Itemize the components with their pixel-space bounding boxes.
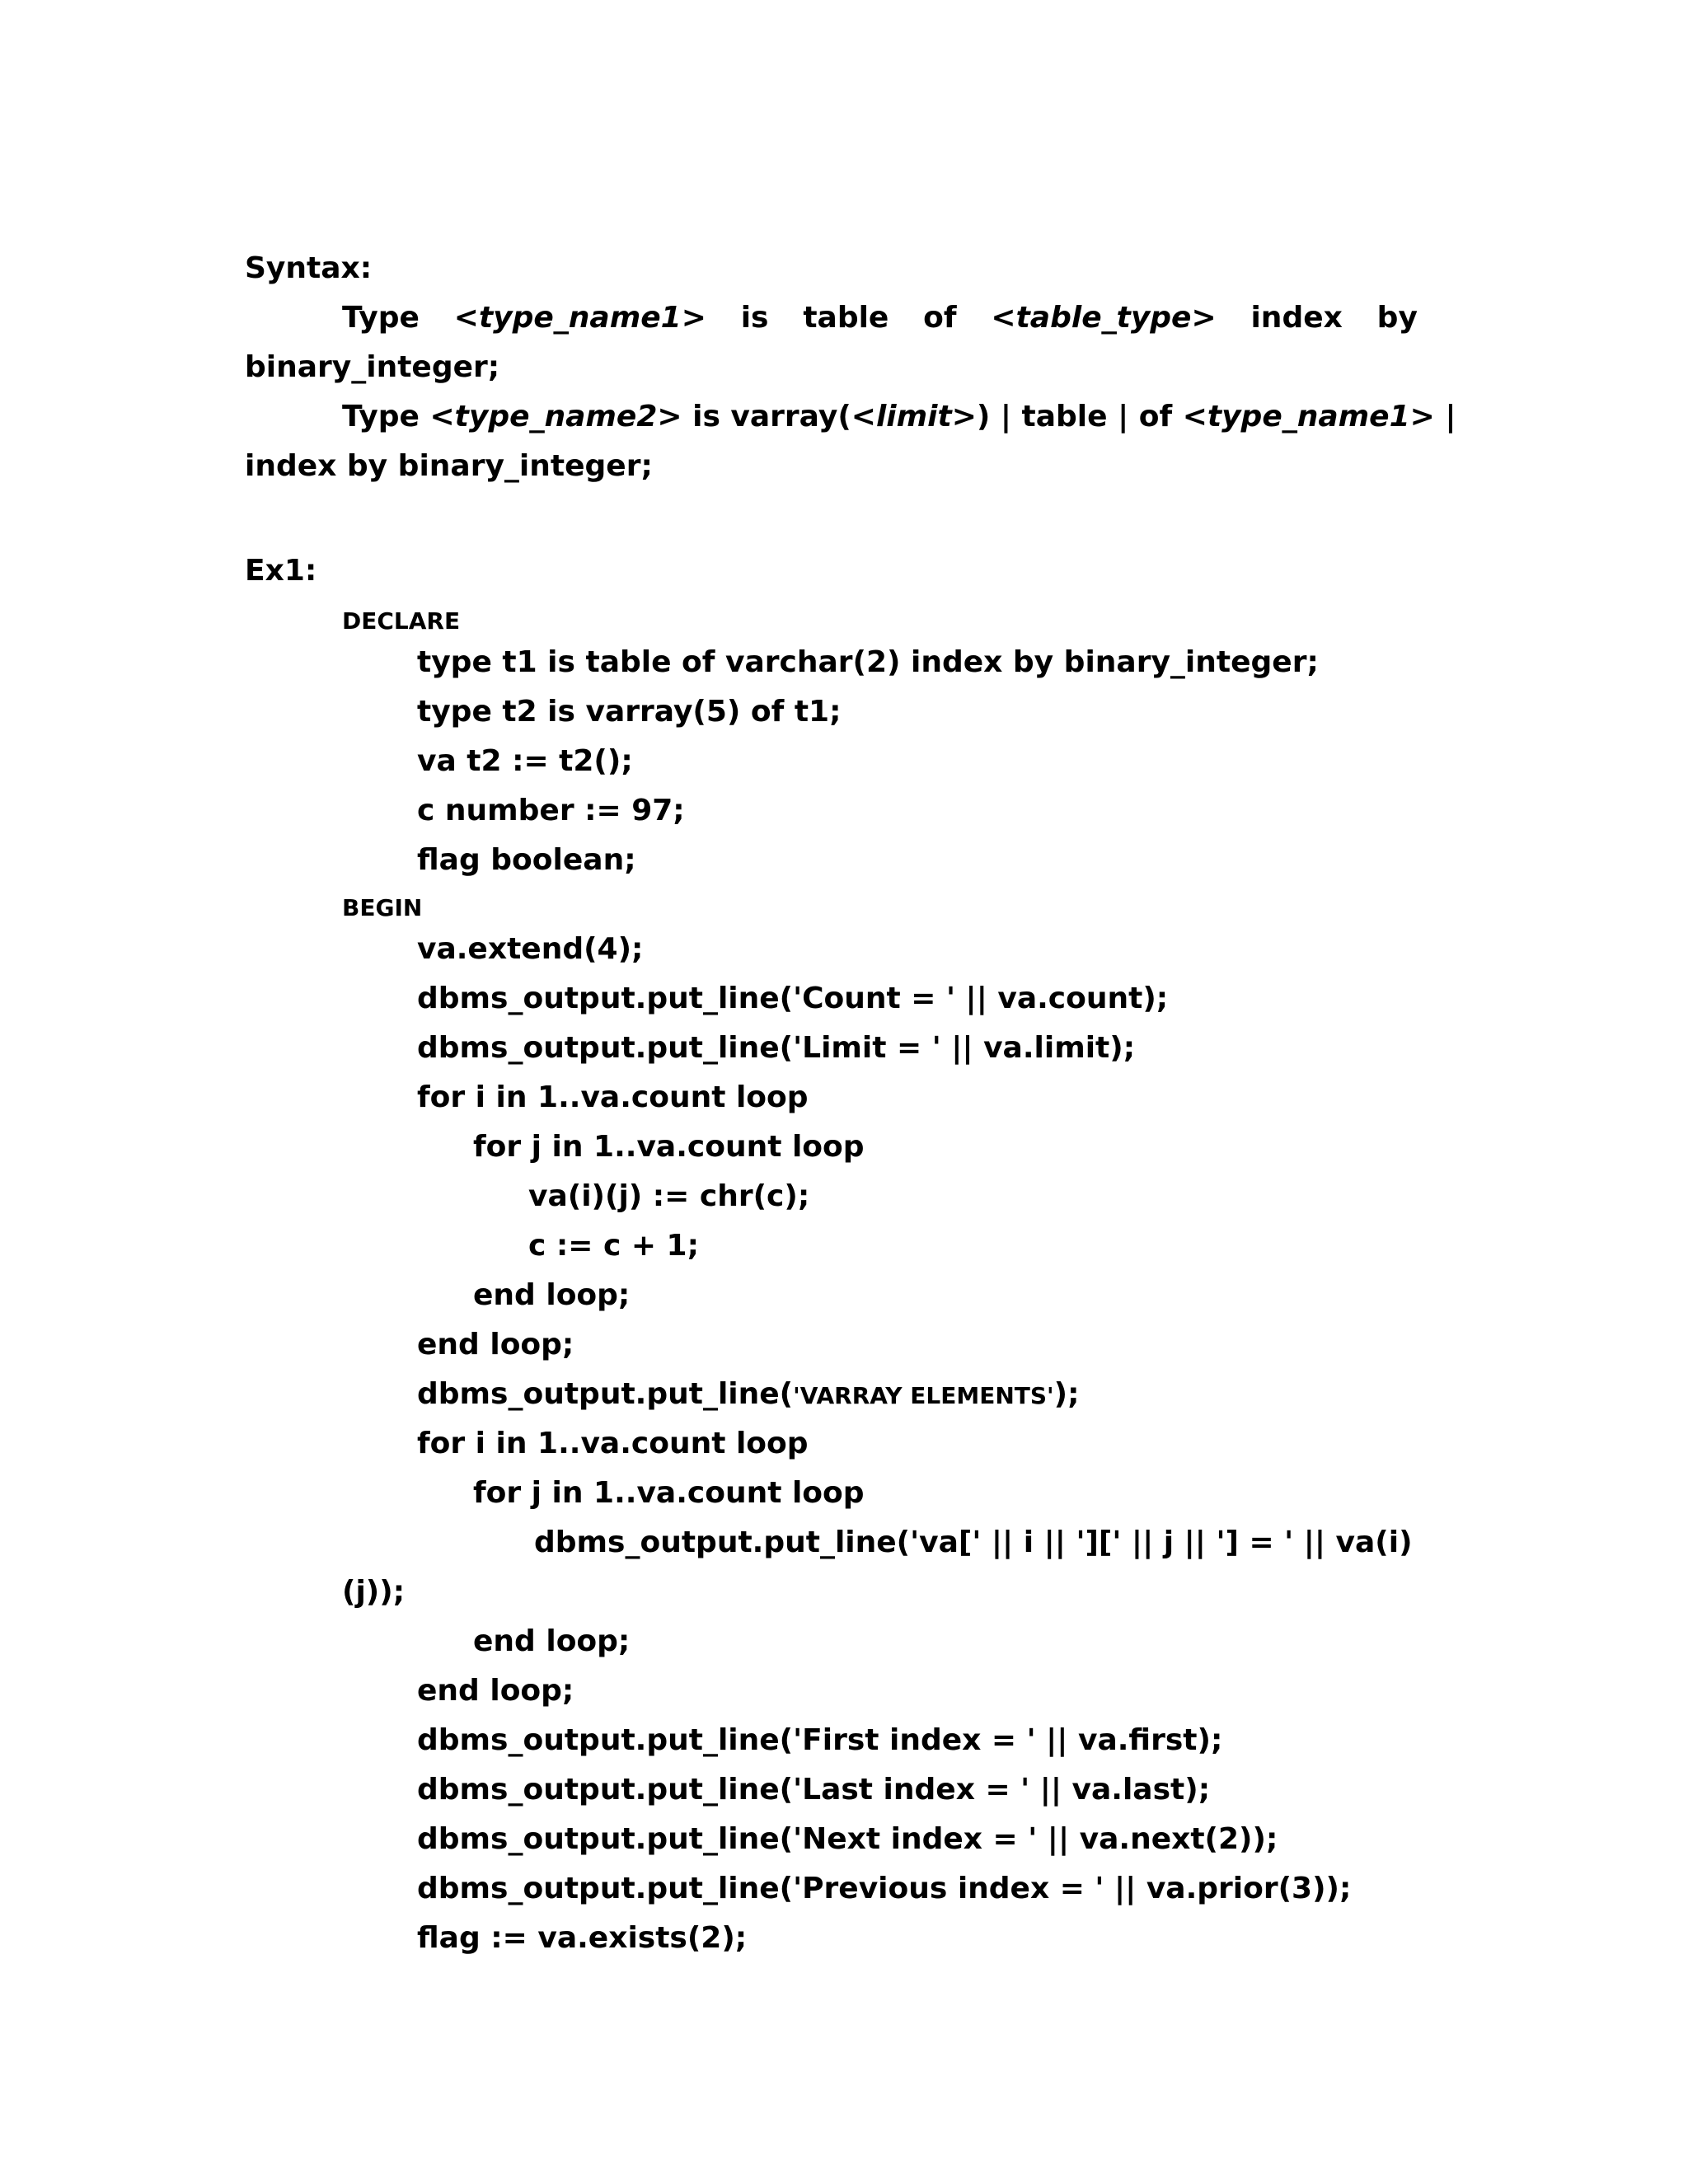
code-line: for i in 1..va.count loop (417, 1427, 809, 1460)
code-line: end loop; (473, 1278, 631, 1312)
code-line-cont: (j)); (342, 1575, 406, 1609)
code-line: dbms_output.put_line('Count = ' || va.count); (417, 982, 1169, 1015)
syntax-line-1-cont: binary_integer; (245, 350, 500, 384)
syntax-heading: Syntax: (245, 251, 373, 285)
word: <table_type> (991, 301, 1217, 335)
code-line: dbms_output.put_line('Previous index = ' || va.prior(3)); (417, 1872, 1352, 1905)
code-line: dbms_output.put_line('va[' || i || '][' || j || '] = ' || va(i) (534, 1526, 1413, 1559)
code-line: for j in 1..va.count loop (473, 1476, 865, 1510)
word: by (1376, 301, 1418, 335)
code-line: type t1 is table of varchar(2) index by binary_integer; (417, 645, 1319, 679)
code-line: for i in 1..va.count loop (417, 1080, 809, 1114)
word: of (923, 301, 957, 335)
code-line: va.extend(4); (417, 932, 644, 966)
code-line: c := c + 1; (528, 1229, 699, 1263)
syntax-line-2 (342, 400, 1456, 434)
begin-keyword: BEGIN (342, 894, 423, 921)
code-line: for j in 1..va.count loop (473, 1130, 865, 1164)
code-line: end loop; (417, 1674, 574, 1708)
code-line: dbms_output.put_line('First index = ' || va.first); (417, 1723, 1223, 1757)
word: index (1250, 301, 1343, 335)
syntax-line-2-cont: index by binary_integer; (245, 449, 653, 483)
code-line: flag boolean; (417, 843, 636, 877)
declare-keyword: DECLARE (342, 607, 461, 635)
word: table (803, 301, 889, 335)
code-line: dbms_output.put_line('Limit = ' || va.limit); (417, 1031, 1136, 1065)
code-line: va t2 := t2(); (417, 744, 633, 778)
code-line: type t2 is varray(5) of t1; (417, 695, 842, 729)
code-line: end loop; (417, 1328, 574, 1361)
code-line: c number := 97; (417, 794, 685, 827)
syntax-line-2-text: Type <type_name2> is varray(<limit>) | table | of <type_name1> | (342, 400, 1456, 434)
word: is (740, 301, 769, 335)
code-line: dbms_output.put_line('Last index = ' || va.last); (417, 1773, 1211, 1807)
syntax-line-1 (342, 301, 1418, 335)
code-line: dbms_output.put_line('Next index = ' || va.next(2)); (417, 1822, 1278, 1856)
word: Type (342, 301, 420, 335)
example-heading: Ex1: (245, 554, 317, 588)
code-line: dbms_output.put_line('VARRAY ELEMENTS'); (417, 1377, 1080, 1411)
code-line: flag := va.exists(2); (417, 1921, 748, 1955)
word: <type_name1> (453, 301, 706, 335)
code-line: va(i)(j) := chr(c); (528, 1179, 810, 1213)
code-line: end loop; (473, 1624, 631, 1658)
